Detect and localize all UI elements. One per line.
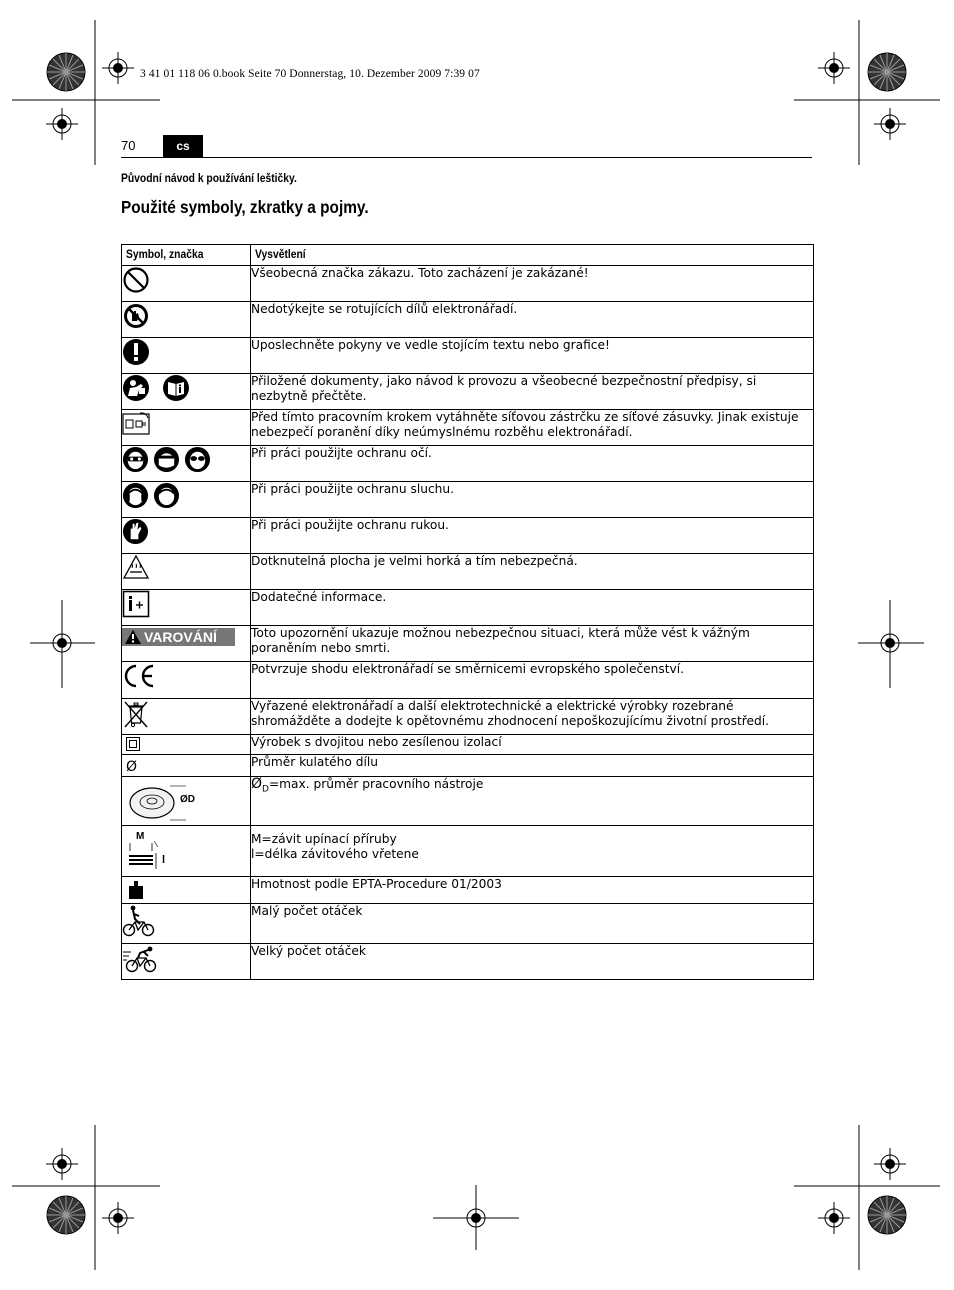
row-text: Vyřazené elektronářadí a další elektrotechnické a elektrické výrobky rozebrané shromážděte a dodejte k opětovnému zhodnocení nepoškozujícímu životní prostředí. <box>251 699 814 735</box>
table-row <box>122 266 814 302</box>
column-header-explanation: Vysvětlení <box>251 245 814 266</box>
table-row <box>122 302 814 338</box>
book-info-line: 3 41 01 118 06 0.book Seite 70 Donnerstag, 10. Dezember 2009 7:39 07 <box>140 68 480 80</box>
ce-mark-icon <box>122 662 156 690</box>
thread-spindle-icon <box>126 829 170 873</box>
double-insulation-icon <box>126 737 140 751</box>
row-text: Potvrzuje shodu elektronářadí se směrnicemi evropského společenství. <box>251 662 814 699</box>
table-row <box>122 338 814 374</box>
table-row <box>122 944 814 980</box>
diameter-symbol: Ø <box>251 776 263 792</box>
row-text: Dotknutelná plocha je velmi horká a tím nebezpečná. <box>251 554 814 590</box>
row-text: Velký počet otáček <box>251 944 814 980</box>
row-text: Hmotnost podle EPTA-Procedure 01/2003 <box>251 877 814 904</box>
eye-protection-icon <box>122 446 149 473</box>
thread-label-m: M <box>136 831 145 842</box>
table-row <box>122 699 814 735</box>
no-touch-rotating-icon <box>122 302 150 330</box>
document-title: Původní návod k používání leštičky. <box>121 171 297 185</box>
hot-surface-icon <box>122 554 150 580</box>
info-icon <box>122 590 150 618</box>
language-tab: cs <box>163 135 203 157</box>
hearing-protection-icon <box>122 482 149 509</box>
unplug-icon <box>122 410 150 436</box>
row-text: Malý počet otáček <box>251 904 814 944</box>
row-text <box>251 826 814 877</box>
prohibition-icon <box>122 266 150 294</box>
table-row <box>122 755 814 777</box>
row-text: Přiložené dokumenty, jako návod k provozu a všeobecné bezpečnostní předpisy, si nezbytně přečtěte. <box>251 374 814 410</box>
table-row <box>122 626 814 662</box>
thread-description: M=závit upínací příruby <box>251 832 397 846</box>
warning-badge <box>122 628 235 646</box>
hearing-protection-alt-icon <box>153 482 180 509</box>
diameter-subscript: D <box>262 784 269 795</box>
pad-diameter-label: ØD <box>180 794 195 805</box>
row-text: Při práci použijte ochranu rukou. <box>251 518 814 554</box>
row-text: Při práci použijte ochranu očí. <box>251 446 814 482</box>
table-row <box>122 410 814 446</box>
diameter-symbol: Ø <box>126 759 138 775</box>
row-text: Nedotýkejte se rotujících dílů elektronářadí. <box>251 302 814 338</box>
table-row <box>122 777 814 826</box>
low-speed-bike-icon <box>122 904 156 938</box>
section-title: Použité symboly, zkratky a pojmy. <box>121 197 369 217</box>
table-row <box>122 904 814 944</box>
page-number: 70 <box>121 138 136 153</box>
read-manual-icon <box>122 374 150 402</box>
table-header-row <box>122 245 814 266</box>
column-header-symbol: Symbol, značka <box>122 245 251 266</box>
table-row <box>122 735 814 755</box>
row-text: Před tímto pracovním krokem vytáhněte síťovou zástrčku ze síťové zásuvky. Jinak existuje nebezpečí poranění díky neúmyslnému rozběhu elektronářadí. <box>251 410 814 446</box>
symbols-table <box>121 244 814 980</box>
table-row <box>122 518 814 554</box>
row-text: Toto upozornění ukazuje možnou nebezpečnou situaci, která může vést k vážným poraněním nebo smrti. <box>251 626 814 662</box>
row-text: Dodatečné informace. <box>251 590 814 626</box>
row-text: Všeobecná značka zákazu. Toto zacházení je zakázané! <box>251 266 814 302</box>
row-text: Uposlechněte pokyny ve vedle stojícím textu nebo grafice! <box>251 338 814 374</box>
face-shield-icon <box>153 446 180 473</box>
table-row <box>122 554 814 590</box>
row-text <box>251 777 814 826</box>
table-row <box>122 877 814 904</box>
table-row <box>122 374 814 410</box>
row-text: Průměr kulatého dílu <box>251 755 814 777</box>
table-row <box>122 482 814 518</box>
row-text: Při práci použijte ochranu sluchu. <box>251 482 814 518</box>
table-row <box>122 826 814 877</box>
row-text: Výrobek s dvojitou nebo zesílenou izolací <box>251 735 814 755</box>
exclamation-icon <box>122 338 150 366</box>
manual-info-icon <box>162 374 190 402</box>
high-speed-bike-icon <box>122 944 160 974</box>
table-row <box>122 590 814 626</box>
warning-badge-label: VAROVÁNÍ <box>144 629 217 645</box>
thread-label-l: l <box>162 854 166 866</box>
hand-protection-icon <box>122 518 149 545</box>
weight-icon <box>126 880 146 900</box>
safety-glasses-icon <box>184 446 211 473</box>
table-row <box>122 446 814 482</box>
header-rule <box>121 157 812 158</box>
row-text-body: =max. průměr pracovního nástroje <box>268 777 484 791</box>
weee-bin-icon <box>122 699 150 729</box>
warning-triangle-icon <box>125 630 141 644</box>
spindle-length-description: l=délka závitového vřetene <box>251 847 419 861</box>
table-row <box>122 662 814 699</box>
